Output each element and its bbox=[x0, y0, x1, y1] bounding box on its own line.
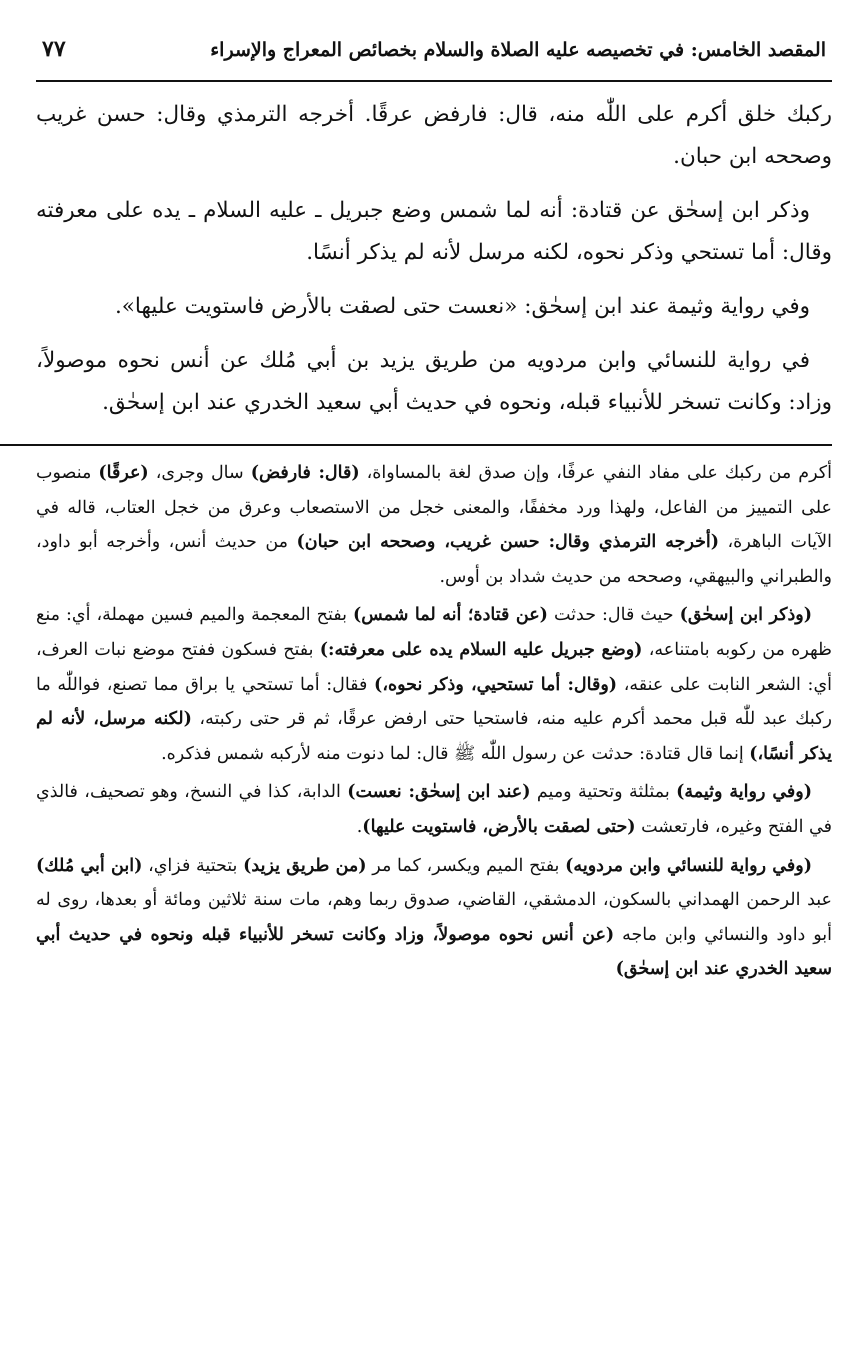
commentary-text: فقال: أما تستحي يا براق مما تصنع، فواللّٰه ما ركبك عبد للّٰه قبل محمد أكرم عليه منه، فاستحيا حتى ارفض عرقًا، ثم قر حتى ركبته، bbox=[36, 674, 832, 730]
commentary-text: إنما قال قتادة: حدثت عن رسول اللّٰه ﷺ قال: لما دنوت منه لأركبه شمس فذكره. bbox=[161, 743, 750, 764]
main-paragraph-2-text: وذكر ابن إسحٰق عن قتادة: أنه لما شمس وضع جبريل ـ عليه السلام ـ يده على معرفته وقال: أما تستحي وذكر نحوه، لكنه مرسل لأنه لم يذكر أنسًا. bbox=[36, 198, 832, 265]
commentary-text: الدابة، كذا في النسخ، وهو تصحيف، فالذي في الفتح وغيره، فارتعشت bbox=[36, 782, 832, 837]
page-header bbox=[36, 36, 832, 82]
commentary-text: منصوب على التمييز من الفاعل، ولهذا ورد مخففًا، والمعنى خجل من الاستصعاب وعرق من خجل العتاب، قاله في الآيات الباهرة، bbox=[36, 463, 832, 553]
commentary-quote: (عند ابن إسحٰق: نعست) bbox=[347, 782, 531, 803]
page-number: ٧٧ bbox=[42, 36, 66, 62]
commentary-text: سال وجرى، bbox=[148, 463, 251, 483]
commentary-quote: (وقال: أما تستحيي، وذكر نحوه،) bbox=[374, 674, 618, 695]
commentary-quote: (من طريق يزيد) bbox=[243, 855, 367, 876]
commentary-quote: (وفي رواية وثيمة) bbox=[676, 782, 813, 803]
footnote-divider bbox=[0, 444, 832, 446]
main-paragraph-4 bbox=[36, 340, 832, 424]
commentary-text: عبد الرحمن الهمداني بالسكون، الدمشقي، القاضي، صدوق ربما وهم، مات سنة ثلاثين ومائة أو بعدها، روى له أبو داود والنسائي وابن ماجه bbox=[36, 890, 832, 945]
commentary-text: حيث قال: حدثت bbox=[547, 605, 680, 626]
commentary-quote: (عن أنس نحوه موصولاً، وزاد وكانت تسخر للأنبياء قبله ونحوه في حديث أبي سعيد الخدري عند ابن إسحٰق) bbox=[36, 924, 832, 980]
main-paragraph-2 bbox=[36, 190, 832, 274]
commentary-text: بفتح الميم ويكسر، كما مر bbox=[366, 855, 566, 876]
commentary-quote: (وفي رواية للنسائي وابن مردويه) bbox=[565, 855, 812, 876]
main-paragraph-3-text: وفي رواية وثيمة عند ابن إسحٰق: «نعست حتى لصقت بالأرض فاستويت عليها». bbox=[114, 294, 810, 319]
commentary-paragraph-3 bbox=[36, 775, 832, 844]
commentary bbox=[36, 456, 832, 987]
commentary-paragraph-1 bbox=[36, 456, 832, 594]
commentary-text: بفتح فسكون ففتح موضع نبات العرف، أي: الشعر النابت على عنقه، bbox=[36, 639, 833, 695]
commentary-paragraph-4 bbox=[36, 849, 832, 987]
running-title: المقصد الخامس: في تخصيصه عليه الصلاة والسلام بخصائص المعراج والإسراء bbox=[210, 39, 826, 61]
commentary-text: أكرم من ركبك على مفاد النفي عرفًا، وإن صدق لغة بالمساواة، bbox=[359, 463, 832, 483]
commentary-text: بفتح المعجمة والميم فسين مهملة، أي: منع ظهره من ركوبه بامتناعه، bbox=[36, 605, 832, 660]
commentary-text: بمثلثة وتحتية وميم bbox=[530, 782, 677, 803]
main-paragraph-3 bbox=[36, 286, 832, 328]
commentary-text: بتحتية فزاي، bbox=[142, 855, 244, 876]
commentary-text: . bbox=[356, 816, 363, 837]
commentary-quote: (وضع جبريل عليه السلام يده على معرفته:) bbox=[319, 639, 643, 660]
commentary-quote: (حتى لصقت بالأرض، فاستويت عليها) bbox=[362, 816, 636, 837]
commentary-quote: (لكنه مرسل، لأنه لم يذكر أنسًا،) bbox=[36, 709, 832, 764]
commentary-quote: (عن قتادة؛ أنه لما شمس) bbox=[352, 605, 548, 626]
main-text bbox=[36, 94, 832, 424]
main-paragraph-1-text: ركبك خلق أكرم على اللّٰه منه، قال: فارفض عرقًا. أخرجه الترمذي وقال: حسن غريب وصححه ابن حبان. bbox=[36, 102, 832, 169]
commentary-quote: (وذكر ابن إسحٰق) bbox=[679, 605, 812, 626]
commentary-quote: (أخرجه الترمذي وقال: حسن غريب، وصححه ابن حبان) bbox=[296, 532, 720, 553]
main-paragraph-4-text: في رواية للنسائي وابن مردويه من طريق يزيد بن أبي مُلك عن أنس نحوه موصولاً، وزاد: وكانت تسخر للأنبياء قبله، ونحوه في حديث أبي سعيد الخدري عند ابن إسحٰق. bbox=[36, 348, 832, 415]
commentary-paragraph-2 bbox=[36, 598, 832, 771]
commentary-quote: (ابن أبي مُلك) bbox=[36, 855, 143, 876]
main-paragraph-1 bbox=[36, 94, 832, 178]
commentary-quote: (عرقًا) bbox=[98, 463, 149, 483]
commentary-quote: (قال: فارفض) bbox=[250, 463, 360, 483]
commentary-text: من حديث أنس، وأخرجه أبو داود، والطبراني والبيهقي، وصححه من حديث شداد بن أوس. bbox=[36, 532, 832, 587]
